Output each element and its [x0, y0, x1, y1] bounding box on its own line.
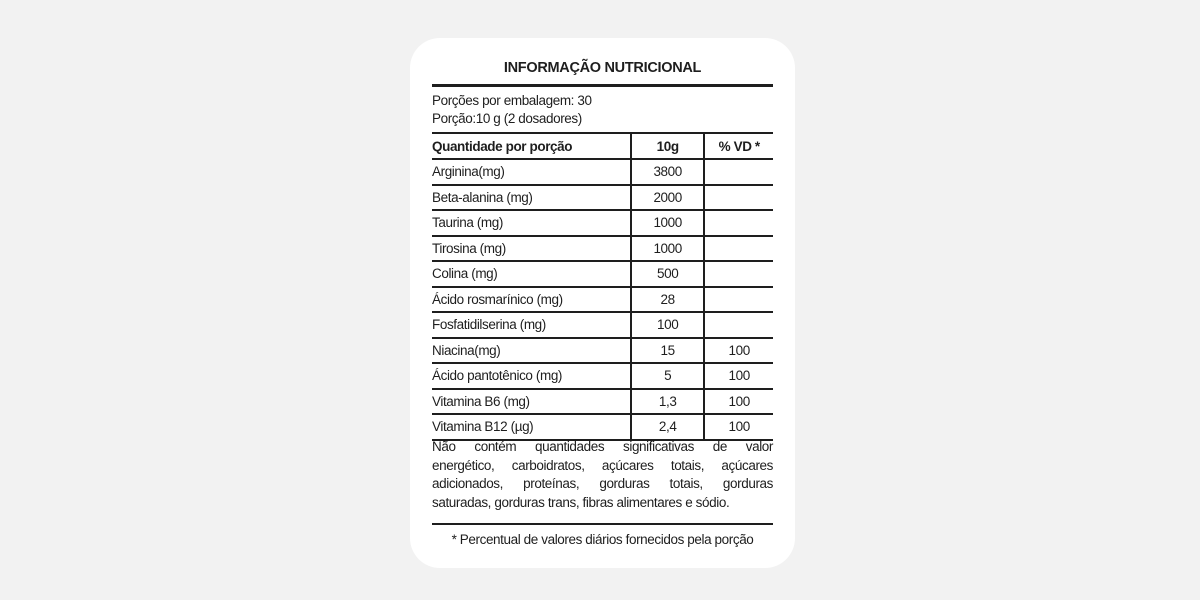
disclaimer-note [432, 438, 773, 512]
footnote-divider [432, 523, 773, 525]
nutrient-amount: 15 [631, 338, 705, 364]
nutrient-daily-value [704, 210, 773, 236]
nutrient-daily-value [704, 185, 773, 211]
table-row [432, 389, 773, 415]
header-daily-value: % VD * [704, 133, 773, 159]
nutrient-name: Ácido rosmarínico (mg) [432, 287, 631, 313]
nutrient-name: Beta-alanina (mg) [432, 185, 631, 211]
nutrient-name: Vitamina B12 (µg) [432, 414, 631, 440]
nutrient-amount: 1000 [631, 210, 705, 236]
nutrient-amount: 2000 [631, 185, 705, 211]
nutrient-amount: 28 [631, 287, 705, 313]
note-line: adicionados, proteínas, gorduras totais, gorduras [432, 476, 773, 491]
nutrient-name: Tirosina (mg) [432, 236, 631, 262]
label-title: INFORMAÇÃO NUTRICIONAL [503, 60, 702, 76]
nutrient-amount: 3800 [631, 159, 705, 185]
nutrient-amount: 2,4 [631, 414, 705, 440]
note-line: saturadas, gorduras trans, fibras alimentares e sódio. [432, 494, 730, 510]
nutrient-daily-value: 100 [704, 338, 773, 364]
note-line: energético, carboidratos, açúcares totais, açúcares [432, 457, 773, 473]
nutrient-daily-value [704, 159, 773, 185]
nutrient-name: Colina (mg) [432, 261, 631, 287]
nutrient-name: Fosfatidilserina (mg) [432, 312, 631, 338]
table-row [432, 185, 773, 211]
table-row [432, 261, 773, 287]
nutrient-name: Vitamina B6 (mg) [432, 389, 631, 415]
table-row [432, 414, 773, 440]
table-header-row [432, 133, 773, 159]
nutrient-name: Arginina(mg) [432, 159, 631, 185]
nutrient-amount: 5 [631, 363, 705, 389]
note-line: Não contém quantidades significativas de valor [432, 439, 773, 454]
nutrient-amount: 100 [631, 312, 705, 338]
nutrient-daily-value [704, 312, 773, 338]
table-row [432, 159, 773, 185]
table-row [432, 363, 773, 389]
header-quantity-per-serving: Quantidade por porção [432, 133, 631, 159]
nutrient-amount: 1000 [631, 236, 705, 262]
nutrient-daily-value [704, 236, 773, 262]
serving-size: Porção:10 g (2 dosadores) [432, 111, 582, 126]
nutrient-daily-value: 100 [704, 414, 773, 440]
header-amount: 10g [631, 133, 705, 159]
serving-info [432, 92, 592, 128]
servings-per-package: Porções por embalagem: 30 [432, 93, 592, 108]
table-row [432, 210, 773, 236]
nutrient-name: Niacina(mg) [432, 338, 631, 364]
title-divider [432, 84, 773, 87]
daily-value-footnote: * Percentual de valores diários fornecidos pela porção [451, 532, 754, 547]
nutrient-name: Ácido pantotênico (mg) [432, 363, 631, 389]
nutrient-daily-value [704, 261, 773, 287]
nutrient-daily-value: 100 [704, 363, 773, 389]
table-row [432, 287, 773, 313]
table-row [432, 338, 773, 364]
nutrition-label-card [410, 38, 795, 568]
nutrient-amount: 1,3 [631, 389, 705, 415]
table-row [432, 236, 773, 262]
nutrient-daily-value: 100 [704, 389, 773, 415]
nutrient-daily-value [704, 287, 773, 313]
nutrient-name: Taurina (mg) [432, 210, 631, 236]
nutrition-table [432, 132, 773, 441]
table-row [432, 312, 773, 338]
nutrient-amount: 500 [631, 261, 705, 287]
